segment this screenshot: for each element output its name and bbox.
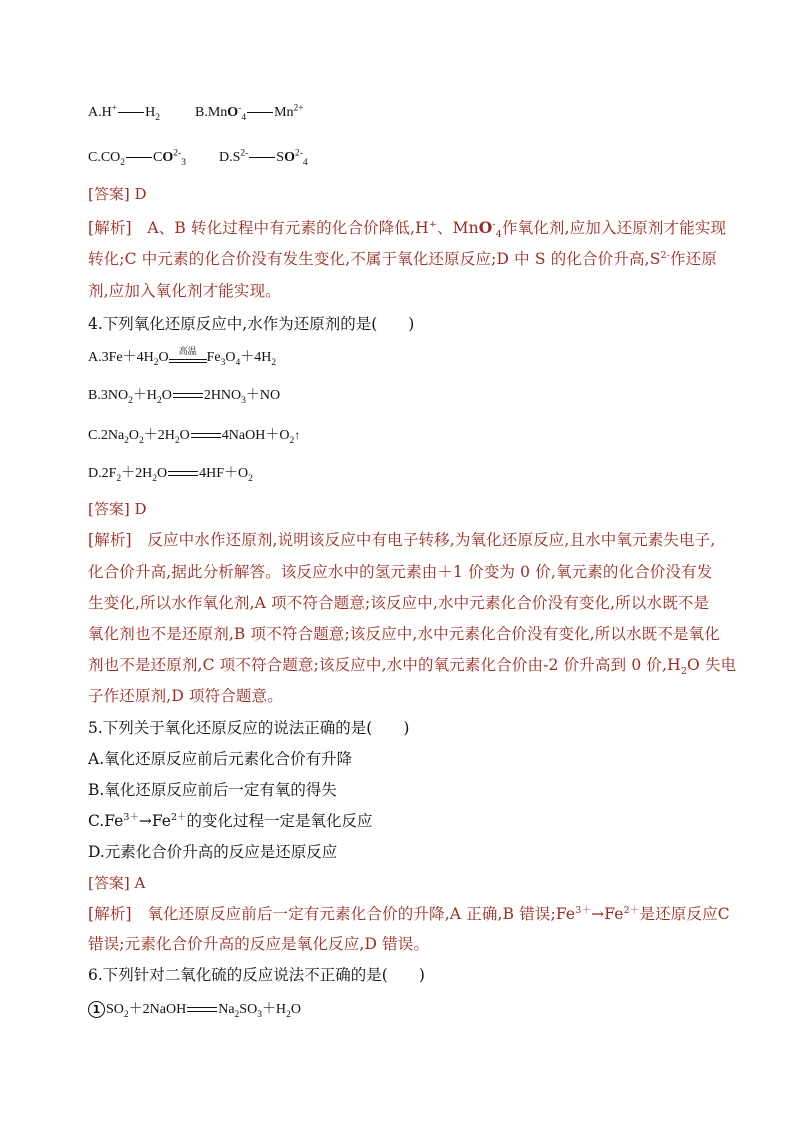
question-5-option-c: $C.Fe^{3+}\to Fe^{2+}$的变化过程一定是氧化反应 bbox=[88, 811, 373, 830]
question-4-option-d: $D.2F_2+2H_2O$ $4HF+O_2$ bbox=[88, 466, 253, 484]
question-4-stem: 4.下列氧化还原反应中,水作为还原剂的是( ) bbox=[88, 315, 415, 333]
question-5-stem: 5.下列关于氧化还原反应的说法正确的是( ) bbox=[88, 719, 410, 737]
question-5-option-a: A.氧化还原反应前后元素化合价有升降 bbox=[88, 750, 353, 768]
equals-sign bbox=[191, 433, 221, 438]
equals-sign bbox=[168, 471, 198, 476]
arrow-icon bbox=[126, 157, 152, 158]
question-5-option-d: D.元素化合价升高的反应是还原反应 bbox=[88, 843, 338, 861]
question-6-stem: 6.下列针对二氧化硫的反应说法不正确的是( ) bbox=[88, 966, 425, 984]
option-b-prev: B.MnO-$_4$ $Mn^{2+}$ bbox=[194, 103, 304, 123]
explanation-3-line-2: 转化;C 中元素的化合价没有发生变化,不属于氧化还原反应;D 中 S 的化合价升高$,S^{2-}$作还原 bbox=[88, 249, 717, 268]
question-4-option-a: $A.3Fe+4H_2O$ 高温 $Fe_3O_4+4H_2$ bbox=[88, 346, 277, 368]
explanation-4-line-2: 化合价升高,据此分析解答。该反应水中的氢元素由＋1 价变为 0 价,氧元素的化合价没有发 bbox=[88, 563, 713, 581]
option-a-prev: A.H+ $H_2$ B.MnO-$_4$ $Mn^{2+}$ bbox=[88, 103, 304, 123]
option-c-prev: $C.CO_2$ $CO^{2-}_3$ $D.S^{2-}$ $SO^{2-}_4$ bbox=[88, 148, 308, 168]
answer-4: [答案] D bbox=[88, 500, 147, 518]
arrow-icon bbox=[247, 112, 273, 113]
explanation-3-line-1: [解析] A、B 转化过程中有元素的化合价降低,H+、MnO-$_4$作氧化剂,应加入还原剂才能实现 bbox=[88, 218, 727, 241]
option-d-prev: $D.S^{2-}$ $SO^{2-}_4$ bbox=[218, 148, 308, 168]
circled-number-1: 1 bbox=[88, 1001, 105, 1018]
question-5-option-b: B.氧化还原反应前后一定有氧的得失 bbox=[88, 781, 337, 799]
equals-sign bbox=[173, 393, 203, 398]
explanation-4-line-5: 剂也不是还原剂,C 项不符合题意;该反应中,水中的氧元素化合价由-2 价升高到 0 价$,H_2O$ 失电 bbox=[88, 656, 737, 678]
equals-sign bbox=[187, 1007, 217, 1012]
explanation-4-line-4: 氧化剂也不是还原剂,B 项不符合题意;该反应中,水中元素化合价没有变化,所以水既不是氧化 bbox=[88, 625, 720, 643]
explanation-5-line-2: 错误;元素化合价升高的反应是氧化反应,D 错误。 bbox=[88, 935, 430, 953]
explanation-4-line-6: 子作还原剂,D 项符合题意。 bbox=[88, 687, 283, 705]
answer-3: [答案] D bbox=[88, 185, 147, 203]
explanation-4-line-3: 生变化,所以水作氧化剂,A 项不符合题意;该反应中,水中元素化合价没有变化,所以水既不是 bbox=[88, 594, 710, 612]
reaction-condition-arrow: 高温 bbox=[169, 353, 207, 363]
arrow-icon bbox=[118, 112, 144, 113]
question-6-equation-1: 1 $SO_2+2NaOH$ $Na_2SO_3+H_2O$ bbox=[88, 1001, 301, 1019]
question-4-option-c: $C.2Na_2O_2+2H_2O$ $4NaOH+O_2↑$ bbox=[88, 428, 301, 446]
up-arrow-icon: ↑ bbox=[294, 428, 301, 442]
explanation-5-line-1: [解析] 氧化还原反应前后一定有元素化合价的升降,A 正确,B 错误$;Fe^{3+}\to Fe^{2+}$是还原反应C bbox=[88, 904, 730, 923]
explanation-4-line-1: [解析] 反应中水作还原剂,说明该反应中有电子转移,为氧化还原反应,且水中氧元素失电子, bbox=[88, 531, 716, 549]
explanation-3-line-3: 剂,应加入氧化剂才能实现。 bbox=[88, 282, 281, 300]
arrow-icon bbox=[249, 157, 275, 158]
question-4-option-b: $B.3NO_2+H_2O$ $2HNO_3+NO$ bbox=[88, 388, 281, 406]
answer-5: [答案] A bbox=[88, 874, 146, 892]
